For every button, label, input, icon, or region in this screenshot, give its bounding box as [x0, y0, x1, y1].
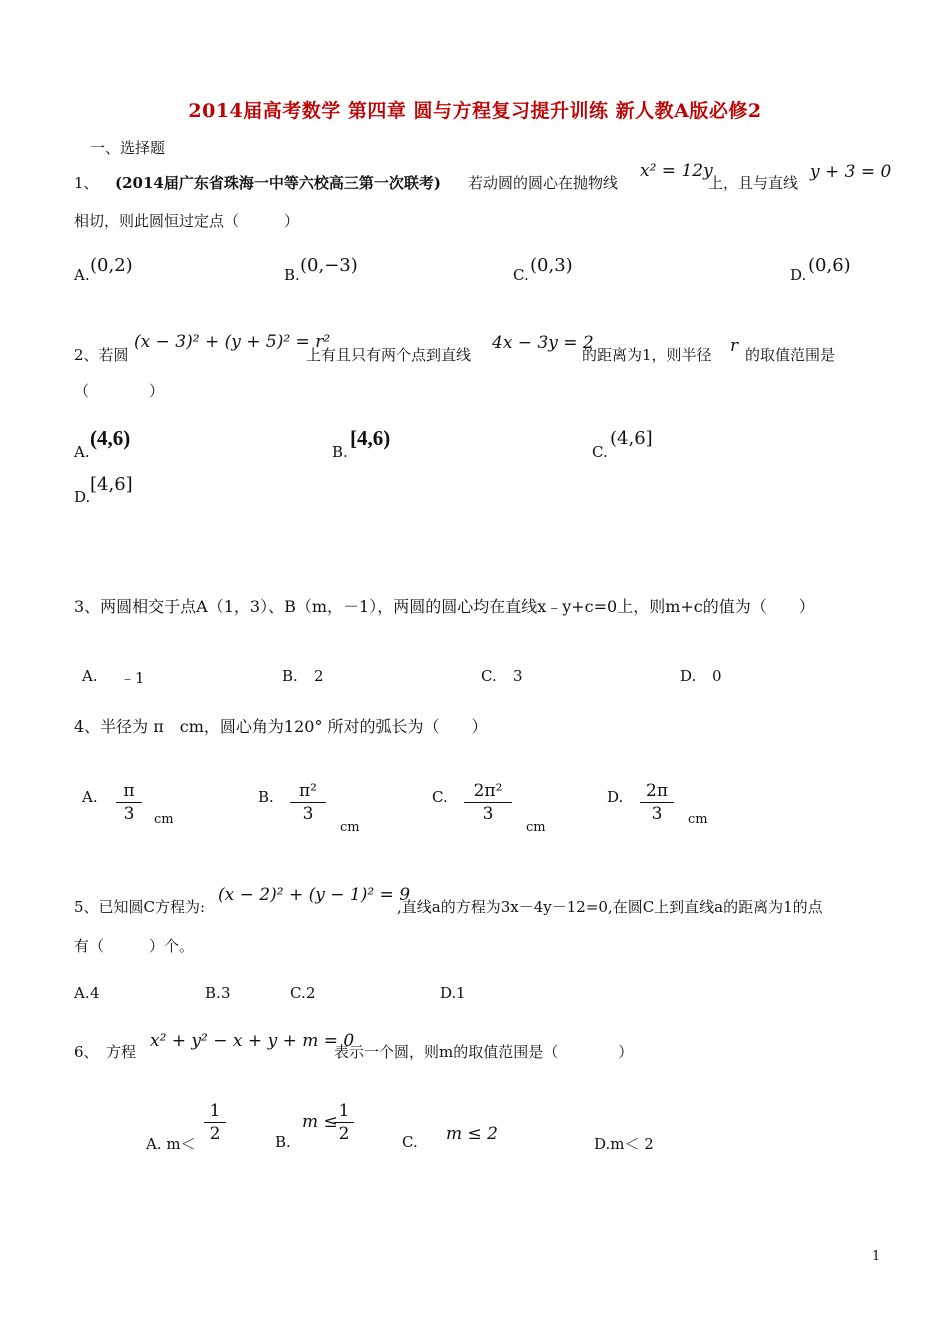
option-label: A.: [74, 266, 90, 284]
unit-label: cm: [526, 820, 546, 835]
fraction-numerator: 2π²: [473, 781, 503, 801]
option-value: ﹣1: [120, 669, 145, 687]
option-label: C.: [402, 1133, 418, 1151]
question-text: 的距离为1，则半径: [582, 346, 712, 364]
question-text: 表示一个圆，则m的取值范围是（ ）: [334, 1043, 634, 1061]
option-label: A.: [82, 788, 98, 806]
fraction: [334, 1101, 354, 1144]
question-source: (2014届广东省珠海一中等六校高三第一次联考): [115, 174, 441, 192]
unit-label: cm: [154, 812, 174, 827]
question-text: 5、已知圆C方程为:: [74, 898, 206, 916]
option-label: C.: [432, 788, 448, 806]
question-text: 若动圆的圆心在抛物线: [468, 174, 619, 192]
option-label: D.: [74, 488, 91, 506]
fraction: [204, 1101, 226, 1144]
question-text: （ ）: [74, 382, 165, 400]
option-label: B.: [332, 443, 348, 461]
question-text: 相切，则此圆恒过定点（ ）: [74, 212, 300, 230]
fraction-denominator: 3: [123, 804, 135, 824]
math-expression: m ≤ 2: [446, 1124, 498, 1144]
option-value: [4,6]: [90, 474, 133, 495]
option-label: B.: [282, 667, 298, 685]
question-text: 上有且只有两个点到直线: [306, 346, 472, 364]
option-label: D.: [680, 667, 697, 685]
fraction-denominator: 3: [482, 804, 494, 824]
option-value: 2: [306, 984, 316, 1002]
option-label: C.: [513, 266, 529, 284]
option-label: B.: [275, 1133, 291, 1151]
option-value: 3: [513, 667, 523, 685]
option-label: C.: [481, 667, 497, 685]
question-text: 2、若圆: [74, 346, 129, 364]
page-title: 2014届高考数学 第四章 圆与方程复习提升训练 新人教A版必修2: [188, 100, 762, 122]
fraction: [116, 781, 142, 824]
question-text: 上，且与直线: [708, 174, 799, 192]
option-text: D.m＜ 2: [594, 1135, 654, 1153]
option-label: D.: [607, 788, 624, 806]
fraction-denominator: 3: [651, 804, 663, 824]
question-text: 6、 方程: [74, 1043, 137, 1061]
option-value: (0,−3): [300, 255, 358, 276]
fraction-numerator: π²: [299, 781, 317, 801]
option-label: A.: [74, 984, 90, 1002]
math-expression: r: [730, 336, 739, 356]
fraction: [464, 781, 512, 824]
option-value: 2: [314, 667, 324, 685]
option-value: 4: [90, 984, 100, 1002]
option-value: [4,6): [350, 426, 391, 450]
option-label: B.: [284, 266, 300, 284]
option-value: 0: [712, 667, 722, 685]
fraction-bar: [290, 802, 326, 803]
question-text: 有（ ）个。: [74, 937, 195, 955]
math-expression: (x − 3)² + (y + 5)² = r²: [134, 332, 331, 352]
fraction-denominator: 3: [302, 804, 314, 824]
option-value: (4,6): [90, 426, 131, 450]
math-expression: m ≤: [302, 1112, 338, 1132]
question-number: 1、: [74, 174, 99, 192]
fraction-numerator: 1: [209, 1101, 221, 1121]
option-label: D.: [790, 266, 807, 284]
question-text: 3、两圆相交于点A（1，3）、B（m，－1），两圆的圆心均在直线x﹣y+c=0上，则m+c的值为（ ）: [74, 597, 815, 616]
option-label: A.: [82, 667, 98, 685]
question-text: 4、半径为 π cm，圆心角为120° 所对的弧长为（ ）: [74, 717, 488, 736]
option-value: (0,3): [530, 255, 573, 276]
fraction-numerator: 2π: [646, 781, 668, 801]
question-text: 的取值范围是: [745, 346, 836, 364]
option-label: A. m＜: [146, 1135, 196, 1153]
option-label: B.: [258, 788, 274, 806]
fraction-denominator: 2: [209, 1124, 221, 1144]
fraction: [290, 781, 326, 824]
section-heading: 一、选择题: [90, 139, 166, 157]
fraction-bar: [464, 802, 512, 803]
fraction-bar: [334, 1122, 354, 1123]
fraction: [640, 781, 674, 824]
fraction-bar: [204, 1122, 226, 1123]
option-label: C.: [290, 984, 306, 1002]
option-label: C.: [592, 443, 608, 461]
fraction-bar: [640, 802, 674, 803]
fraction-numerator: 1: [338, 1101, 350, 1121]
math-expression: y + 3 = 0: [810, 162, 892, 182]
option-label: B.: [205, 984, 221, 1002]
fraction-denominator: 2: [338, 1124, 350, 1144]
option-value: 3: [221, 984, 231, 1002]
unit-label: cm: [688, 812, 708, 827]
option-label: A.: [74, 443, 90, 461]
fraction-numerator: π: [123, 781, 135, 801]
option-value: 1: [456, 984, 466, 1002]
math-expression: (x − 2)² + (y − 1)² = 9: [218, 885, 411, 905]
math-expression: x² + y² − x + y + m = 0: [150, 1031, 355, 1051]
math-expression: x² = 12y: [640, 161, 713, 181]
option-value: (0,2): [90, 255, 133, 276]
unit-label: cm: [340, 820, 360, 835]
math-expression: 4x − 3y = 2: [492, 333, 594, 353]
option-value: (4,6]: [610, 428, 653, 449]
page-number: 1: [872, 1249, 881, 1264]
fraction-bar: [116, 802, 142, 803]
option-value: (0,6): [808, 255, 851, 276]
option-label: D.: [440, 984, 457, 1002]
question-text: ,直线a的方程为3x－4y－12=0,在圆C上到直线a的距离为1的点: [397, 898, 823, 916]
